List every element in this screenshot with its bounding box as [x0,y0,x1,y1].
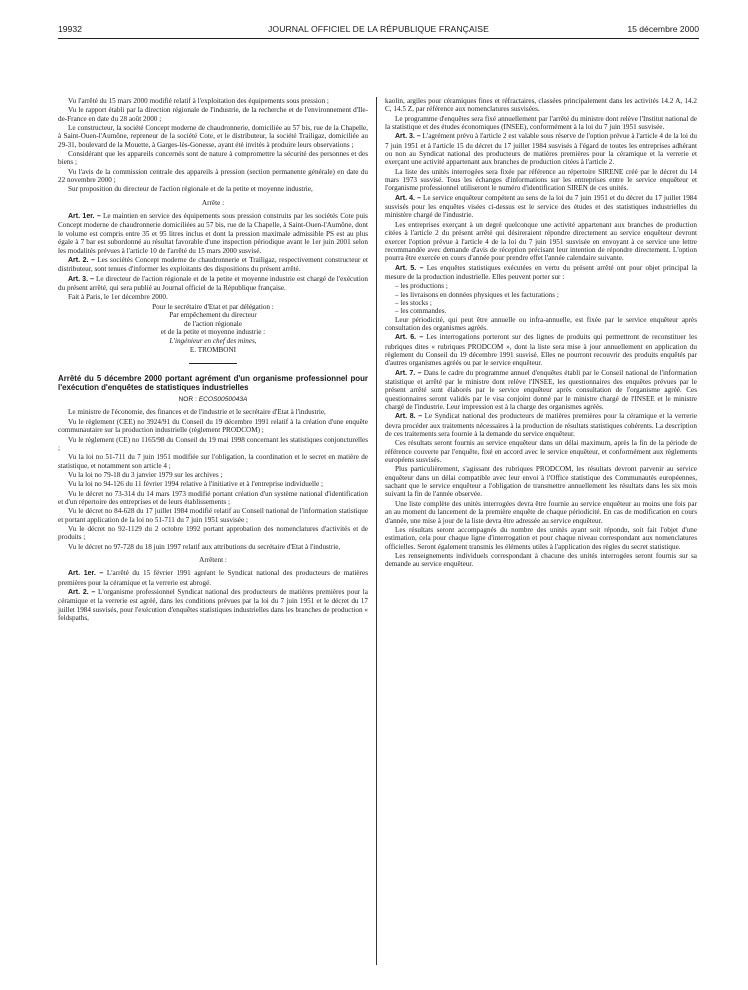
list-item: – les livraisons en données physiques et les facturations ; [395,290,559,299]
paragraph: kaolin, argiles pour céramiques fines et réfractaires, classées principalement dans les activités 14.2 A, 14.2 C, 14.5 Z, par référence aux nomenclatures susvisées. [385,97,697,114]
issue-date: 15 décembre 2000 [627,24,699,34]
paragraph: Vu le rapport établi par la direction régionale de l'industrie, de la recherche et de l'environnement d'Ile-de-France en date du 28 août 2000 ; [58,106,368,123]
production-list [385,282,697,315]
signature-line: Par empêchement du directeur [169,311,257,320]
article [58,275,368,293]
nor-reference [58,396,368,404]
article-text: Les sociétés Concept moderne de chaudronnerie et Trailigaz, respectivement constructeur et distributeur, sont tenues d'informer les exploitants des dispositions du présent arrêté. [58,255,368,274]
article-text: L'agrément prévu à l'article 2 est valable sous réserve de l'option prévue à l'article 4 de la loi du 7 juin 1951 et à l'article 15 du décret du 17 juillet 1984 susvisés à l'égard de toutes les entreprises adhérant ou non au Syndicat national des producteurs de matières premières pour la céramique et la verrerie et exerçant une activité appartenant aux branches de production citées à l'article 2. [385,132,697,167]
paragraph: Vu le décret no 97-728 du 18 juin 1997 relatif aux attributions du secrétaire d'Etat à l'industrie, [68,542,341,551]
paragraph: Les entreprises exerçant à un degré quelconque une activité appartenant aux branches de production citées à l'article 2 du présent arrêté qui désireraient répondre directement au service enquêteur devront exercer l'option prévue à l'article 4 de la loi du 7 juin 1951 susvisée en envoyant à ce service une lettre recommandée avec demande d'avis de réception précisant leur intention de répondre directement. L'option pourra être exercée en cours d'année pour prendre effet l'année calendaire suivante. [385,220,697,263]
article-label: Art. 3. – [395,133,421,141]
article [385,194,697,220]
paragraph: Le programme d'enquêtes sera fixé annuellement par l'arrêté du ministre dont relève l'Institut national de la statistique et des études économiques (INSEE), conformément à la loi du 7 juin 1951 susvisée. [385,114,697,132]
article-label: Art. 7. – [395,369,422,377]
article [385,132,697,166]
paragraph: Vu l'avis de la commission centrale des appareils à pression (section permanente générale) en date du 22 novembre 2000 ; [58,167,368,185]
article-text: Le Syndicat national des producteurs de matières premières pour la céramique et la verrerie devra procéder aux traitements nécessaires à la production de résultats statistiques cohérents. La description de ces traitements sera fournie à la demande du service enquêteur. [385,412,698,439]
article [58,212,368,255]
paragraph: Le constructeur, la société Concept moderne de chaudronnerie, domiciliée au 57 bis, rue de la Chapelle, à Saint-Ouen-l'Aumône, repreneur de la société Cote, et le distributeur, la société Trailigaz, domiciliée au 29-31, boulevard de la Mouette, à Garges-lès-Gonesse, ayant été invités à produire leurs observations ; [58,124,368,149]
article-label: Art. 8. – [395,413,423,421]
list-item: – les commandes. [395,307,447,316]
page-header [58,24,699,36]
article-label: Art. 1er. – [68,213,101,221]
article-text: Le maintien en service des équipements sous pression construits par les sociétés Cote puis Concept moderne de chaudronnerie domiciliées au 57 bis, rue de la Chapelle, à Saint-Ouen-l'Aumône, dont le volume est compris entre 35 et 95 litres inclus et dont la pression maximale admissible PS est au plus égale à 7 bar est subordonné au résultat favorable d'une inspection périodique avant le 1er juin 2001 selon les modalités prévues à l'article 10 de l'arrêté du 15 mars 2000 susvisé. [58,212,368,255]
paragraph: Sur proposition du directeur de l'action régionale et de la petite et moyenne industrie, [68,185,313,194]
signatory-name: E. TROMBONI [189,345,237,354]
fait-line: Fait à Paris, le 1er décembre 2000. [68,293,168,302]
article [58,256,368,274]
paragraph: Leur périodicité, qui peut être annuelle ou infra-annuelle, est fixée par le service enquêteur après consultation des organismes agréés. [385,315,697,332]
paragraph: Vu le règlement (CE) no 1165/98 du Conseil du 19 mai 1998 concernant les statistiques conjoncturelles ; [58,435,368,452]
signature-line: Pour le secrétaire d'Etat et par délégation : [152,302,274,311]
column-divider [376,97,377,965]
paragraph: Les renseignements individuels correspondant à chacune des unités interrogées seront fournis sur sa demande au service enquêteur. [385,551,697,569]
page-number: 19932 [58,24,82,34]
article [58,569,368,587]
paragraph: Vu la loi no 51-711 du 7 juin 1951 modifiée sur l'obligation, la coordination et le secret en matière de statistique, et notamment son article 4 ; [58,453,368,470]
header-rule [58,38,699,39]
article-text: Les interrogations porteront sur des lignes de produits qui permettront de reconstituer les rubriques dites « rubriques PRODCOM », dont la liste sera mise à jour annuellement en application du règlement du Conseil du 19 décembre 1991 susvisé. Elles ne pourront recouvrir des produits enquêtés par d'autres organismes agréés ou par le service enquêteur. [385,333,698,368]
left-column [58,97,368,623]
nor-code: ECOS0050043A [198,396,248,404]
article-label: Art. 4. – [395,194,422,202]
paragraph: Vu la loi no 79-18 du 3 janvier 1979 sur les archives ; [68,470,223,479]
paragraph: Le ministre de l'économie, des finances et de l'industrie et le secrétaire d'Etat à l'industrie, [68,408,326,417]
paragraph: Ces résultats seront fournis au service enquêteur dans un délai maximum, après la fin de la période de référence couverte par l'enquête, fixé en accord avec le service enquêteur, et conformément aux règlements européens susvisés. [385,439,697,465]
article-label: Art. 1er. – [68,570,104,578]
article-text: L'arrêté du 15 février 1991 agréant le Syndicat national des producteurs de matières premières pour la céramique et la verrerie est abrogé. [58,569,368,587]
paragraph: Vu le décret no 73-314 du 14 mars 1973 modifié portant création d'un système national d'identification et d'un répertoire des entreprises et de leurs établissements ; [58,489,368,506]
paragraph: Vu le décret no 92-1129 du 2 octobre 1992 portant approbation des nomenclatures d'activités et de produits ; [58,524,368,542]
article-label: Art. 2. – [68,589,96,596]
arrete-heading: Arrête : [201,198,225,207]
article [385,264,697,282]
article-label: Art. 5. – [395,264,424,272]
paragraph: Vu le décret no 84-628 du 17 juillet 1984 modifié relatif au Conseil national de l'information statistique et portant application de la loi no 51-711 du 7 juin 1951 susvisée ; [58,507,368,524]
list-item: – les productions ; [395,282,448,291]
paragraph: La liste des unités interrogées sera fixée par référence au répertoire SIRENE créé par le décret du 14 mars 1973 susvisé. Tous les échanges d'informations sur les entreprises entre le service enquêteur et l'organisme professionnel utiliseront le numéro d'identification SIREN de ces unités. [385,167,697,193]
article-label: Art. 2. – [68,256,95,264]
signature-line: L'ingénieur en chef des mines, [169,336,257,345]
list-item: – les stocks ; [395,298,432,307]
arrete-title: Arrêté du 5 décembre 2000 portant agrément d'un organisme professionnel pour l'exécution d'enquêtes de statistiques industrielles [58,374,368,393]
paragraph: Une liste complète des unités interrogées devra être fournie au service enquêteur au moins une fois par an au moment du lancement de la première enquête de chaque périodicité. En cas de modification en cours d'année, une mise à jour de la liste devra être adressée au service enquêteur. [385,499,697,525]
paragraph: Vu l'arrêté du 15 mars 2000 modifié relatif à l'exploitation des équipements sous pression ; [68,97,329,105]
article-label: Art. 6. – [395,334,424,342]
paragraph: Plus particulièrement, s'agissant des rubriques PRODCOM, les résultats devront parvenir au service enquêteur dans un délai compatible avec leur envoi à l'Office statistique des Communautés européennes, sachant que le service enquêteur a l'obligation de transmettre annuellement les résultats dans les six mois suivant la fin de l'année observée. [385,465,697,499]
paragraph: Vu la loi no 94-126 du 11 février 1994 relative à l'initiative et à l'entreprise individuelle ; [68,480,323,489]
signature-line: de l'action régionale [184,319,242,328]
article [58,588,368,622]
article [385,412,697,438]
signature-block [58,303,368,355]
nor-label: NOR : [178,396,197,404]
paragraph: Considérant que les appareils concernés sont de nature à compromettre la sécurité des personnes et des biens ; [58,150,368,167]
paragraph: Les résultats seront accompagnés du nombre des unités ayant soit répondu, soit fait l'objet d'une estimation, cela pour chaque ligne d'interrogation et pour chaque niveau correspondant aux nomenclatures officielles. Seront également transmis les éléments utiles à l'application des règles du secret statistique. [385,525,697,551]
arretent-heading: Arrêtent : [199,555,227,564]
paragraph: Vu le règlement (CEE) no 3924/91 du Conseil du 19 décembre 1991 relatif à la création d'une enquête communautaire sur la production industrielle (règlement PRODCOM) ; [58,417,368,435]
signature-line: et de la petite et moyenne industrie : [160,328,266,337]
article-label: Art. 3. – [68,275,95,283]
article-text: L'organisme professionnel Syndicat national des producteurs de matières premières pour la céramique et la verrerie est agréé, dans les conditions prévues par la loi du 7 juin 1951 et le décret du 17 juillet 1984 susvisés, pour l'exécution d'enquêtes statistiques industrielles dans les branches de production « feldspaths, [58,588,368,623]
article-text: Les enquêtes statistiques exécutées en vertu du présent arrêté ont pour objet principal la mesure de la production industrielle. Elles peuvent porter sur : [385,263,697,281]
journal-title: JOURNAL OFFICIEL DE LA RÉPUBLIQUE FRANÇAISE [268,24,489,34]
article [385,369,697,412]
section-separator [189,363,237,364]
article-text: Le service enquêteur compétent au sens de la loi du 7 juin 1951 et du décret du 17 juillet 1984 susvisés pour les enquêtes visées ci-dessus est le service des études et des statistiques industrielles du ministère chargé de l'industrie. [385,193,697,220]
article-text: Dans le cadre du programme annuel d'enquêtes établi par le Conseil national de l'information statistique et arrêté par le ministre dont relève l'INSEE, les questionnaires des enquêtes prévues par le présent arrêté sont élaborés par le service enquêteur après consultation de l'organisme agréé. Ces questionnaires seront validés par le visa conjoint donné par le ministre chargé de l'INSEE et le ministre chargé de l'industrie. Leur impression est à la charge des organismes agréés. [385,368,697,412]
article [385,333,697,367]
article-text: Le directeur de l'action régionale et de la petite et moyenne industrie est chargé de l'exécution du présent arrêté, qui sera publié au Journal officiel de la République française. [58,274,369,292]
right-column [385,97,697,570]
